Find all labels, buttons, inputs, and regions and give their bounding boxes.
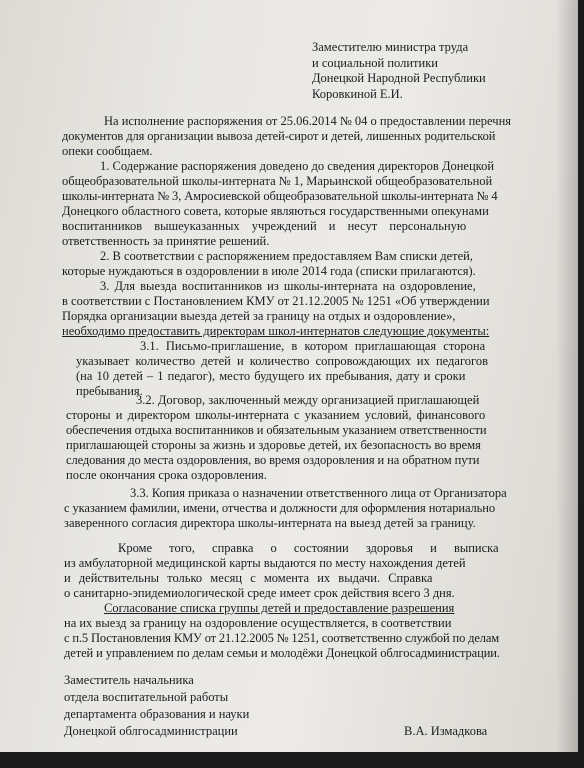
body-line: воспитанников вышеуказанных учреждений и несут персональную	[62, 219, 467, 233]
body-line: школы-интерната № 3, Амросиевской общеобразовательной школы-интерната № 4	[62, 189, 498, 203]
body-line: ответственность за принятие решений.	[62, 234, 270, 248]
body-line: документов для организации вывоза детей-сирот и детей, лишенных родительской	[62, 129, 496, 143]
body-line: детей и управлением по делам семьи и молодёжи Донецкой облгосадминистрации.	[64, 646, 500, 660]
signatory-block	[64, 672, 249, 740]
body-line: после окончания срока оздоровления.	[66, 468, 267, 482]
body-line: Согласование списка группы детей и предоставление разрешения	[104, 601, 455, 615]
body-line: указывает количество детей и количество сопровождающих их педагогов	[76, 354, 488, 368]
signatory-line: отдела воспитательной работы	[64, 690, 229, 704]
body-line: приглашающей стороны за жизнь и здоровье детей, их безопасность во время	[66, 438, 481, 452]
body-line: (на 10 детей – 1 педагог), место будущего их пребывания, дату и сроки	[76, 369, 466, 383]
addressee-line: Донецкой Народной Республики	[312, 71, 486, 85]
body-line: с указанием фамилии, имени, отчества и должности для оформления нотариально	[64, 501, 496, 515]
body-line: заверенного согласия директора школы-интерната на выезд детей за границу.	[64, 516, 476, 530]
signatory-line: Заместитель начальника	[64, 673, 194, 687]
page-shadow	[556, 0, 578, 752]
body-line: необходимо предоставить директорам школ-интернатов следующие документы:	[62, 324, 490, 338]
addressee-line: Коровкиной Е.И.	[312, 86, 403, 101]
body-line: стороны и директором школы-интерната с указанием условий, финансового	[66, 408, 486, 422]
body-line: 1. Содержание распоряжения доведено до сведения директоров Донецкой	[100, 159, 495, 173]
body-line: обеспечения отдыха воспитанников и обязательным указанием ответственности	[66, 423, 487, 437]
body-line: о санитарно-эпидемиологической среде имеет срок действия всего 3 дня.	[64, 586, 455, 600]
addressee-line: и социальной политики	[312, 55, 438, 70]
body-line: Порядка организации выезда детей за границу на отдых и оздоровление»,	[62, 309, 456, 323]
addressee-line: Заместителю министра труда	[312, 40, 469, 54]
body-line: общеобразовательной школы-интерната № 1, Марьинской общеобразовательной	[62, 174, 493, 188]
body-line: в соответствии с Постановлением КМУ от 21.12.2005 № 1251 «Об утверждении	[62, 294, 490, 308]
body-line: и действительны только месяц с момента их выдачи. Справка	[64, 571, 433, 585]
body-line: опеки сообщаем.	[62, 144, 153, 158]
body-line: с п.5 Постановления КМУ от 21.12.2005 № 1251, соответственно службой по делам	[64, 631, 500, 645]
body-line: 3. Для выезда воспитанников из школы-интерната на оздоровление,	[100, 279, 476, 293]
body-line: Кроме того, справка о состоянии здоровья и выписка	[118, 541, 499, 555]
body-line: 2. В соответствии с распоряжением предоставляем Вам списки детей,	[100, 249, 473, 263]
body-line: следования до места оздоровления, во время оздоровления и на обратном пути	[66, 453, 480, 467]
body-line: 3.2. Договор, заключенный между организацией приглашающей	[136, 393, 480, 407]
body-line: пребывания.	[76, 384, 143, 398]
body-line: 3.1. Письмо-приглашение, в котором приглашающая сторона	[140, 339, 486, 353]
body-line: из амбулаторной медицинской карты выдаются по месту нахождения детей	[64, 556, 466, 570]
addressee-block	[312, 40, 486, 102]
signature-name: В.А. Измадкова	[404, 724, 488, 738]
body-line: Донецкого областного совета, которые являються государственными опекунами	[62, 204, 489, 218]
signatory-line: Донецкой облгосадминистрации	[64, 724, 238, 738]
body-line: 3.3. Копия приказа о назначении ответственного лица от Организатора	[130, 486, 507, 500]
body-line: на их выезд за границу на оздоровление осуществляется, в соответствии	[64, 616, 452, 630]
signatory-line: департамента образования и науки	[64, 707, 250, 721]
body-line: На исполнение распоряжения от 25.06.2014 № 04 о предоставлении перечня	[104, 114, 512, 128]
body-line: которые нуждаються в оздоровлении в июле 2014 года (списки прилагаются).	[62, 264, 476, 278]
